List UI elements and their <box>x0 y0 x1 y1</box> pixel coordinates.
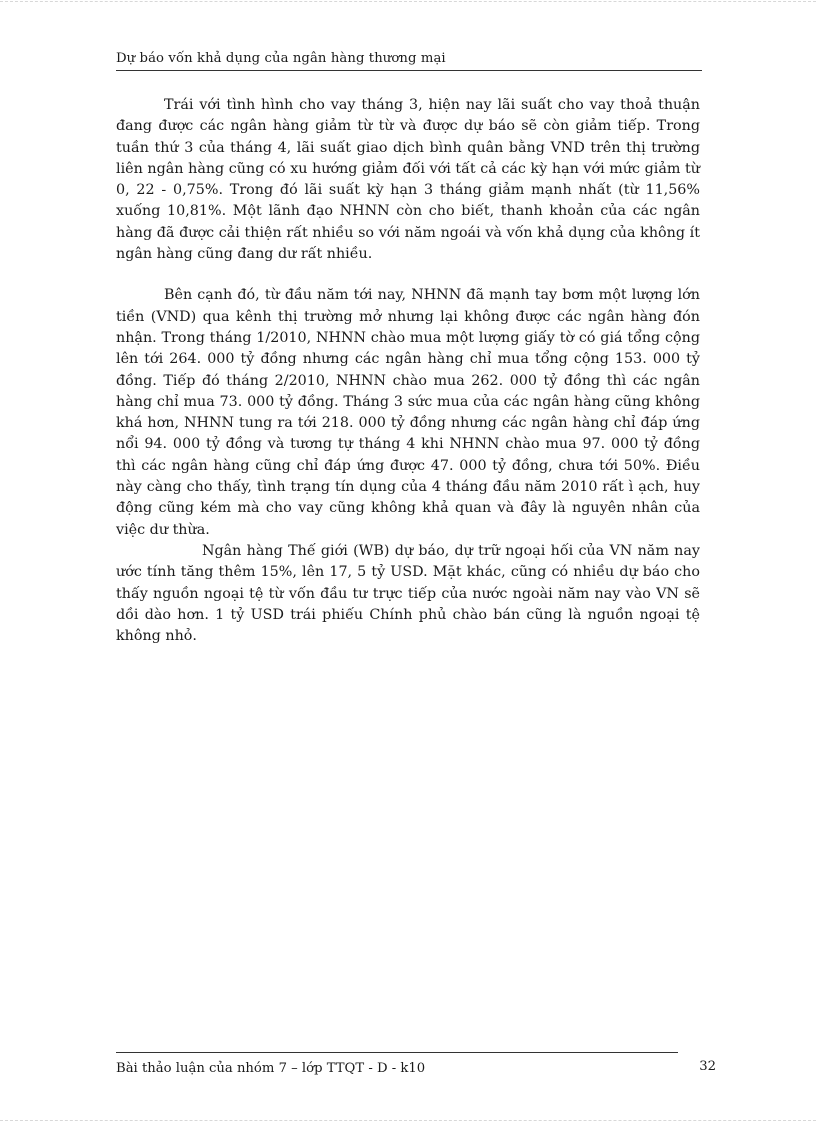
paragraph-foreign-reserves: Ngân hàng Thế giới (WB) dự báo, dự trữ ngoại hối của VN năm nay ước tính tăng thêm 15%, lên 17, 5 tỷ USD. Mặt khác, cũng có nhiều dự báo cho thấy nguồn ngoại tệ từ vốn đầu tư trực tiếp của nước ngoài năm nay vào VN sẽ dồi dào hơn. 1 tỷ USD trái phiếu Chính phủ chào bán cũng là nguồn ngoại tệ không nhỏ. <box>116 542 700 645</box>
header-title: Dự báo vốn khả dụng của ngân hàng thương mại <box>116 51 446 66</box>
paragraph-open-market: Bên cạnh đó, từ đầu năm tới nay, NHNN đã mạnh tay bơm một lượng lớn tiền (VND) qua kênh thị trường mở nhưng lại không được các ngân hàng đón nhận. Trong tháng 1/2010, NHNN chào mua một lượng giấy tờ có giá tổng cộng lên tới 264. 000 tỷ đồng nhưng các ngân hàng chỉ mua tổng cộng 153. 000 tỷ đồng. Tiếp đó tháng 2/2010, NHNN chào mua 262. 000 tỷ đồng thì các ngân hàng chỉ mua 73. 000 tỷ đồng. Tháng 3 sức mua của các ngân hàng cũng không khá hơn, NHNN tung ra tới 218. 000 tỷ đồng nhưng các ngân hàng chỉ đáp ứng nổi 94. 000 tỷ đồng và tương tự tháng 4 khi NHNN chào mua 97. 000 tỷ đồng thì các ngân hàng cũng chỉ đáp ứng được 47. 000 tỷ đồng, chưa tới 50%. Điều này càng cho thấy, tình trạng tín dụng của 4 tháng đầu năm 2010 rất ì ạch, huy động cũng kém mà cho vay cũng không khả quan và đây là nguyên nhân của việc dư thừa. <box>116 287 700 538</box>
footer-text: Bài thảo luận của nhóm 7 – lớp TTQT - D - k10 <box>116 1061 426 1076</box>
paragraph-interest-rates: Trái với tình hình cho vay tháng 3, hiện nay lãi suất cho vay thoả thuận đang được các ngân hàng giảm từ từ và được dự báo sẽ còn giảm tiếp. Trong tuần thứ 3 của tháng 4, lãi suất giao dịch bình quân bằng VND trên thị trường liên ngân hàng cũng có xu hướng giảm đối với tất cả các kỳ hạn với mức giảm từ 0, 22 - 0,75%. Trong đó lãi suất kỳ hạn 3 tháng giảm mạnh nhất (từ 11,56% xuống 10,81%. Một lãnh đạo NHNN còn cho biết, thanh khoản của các ngân hàng đã được cải thiện rất nhiều so với năm ngoái và vốn khả dụng của không ít ngân hàng cũng đang dư rất nhiều. <box>116 97 700 263</box>
running-header <box>116 50 702 71</box>
footer-rule <box>116 1052 678 1053</box>
page-number: 32 <box>699 1059 716 1074</box>
page-bottom-edge <box>0 1120 816 1122</box>
page-top-edge <box>0 1 816 3</box>
body-text <box>116 95 700 647</box>
